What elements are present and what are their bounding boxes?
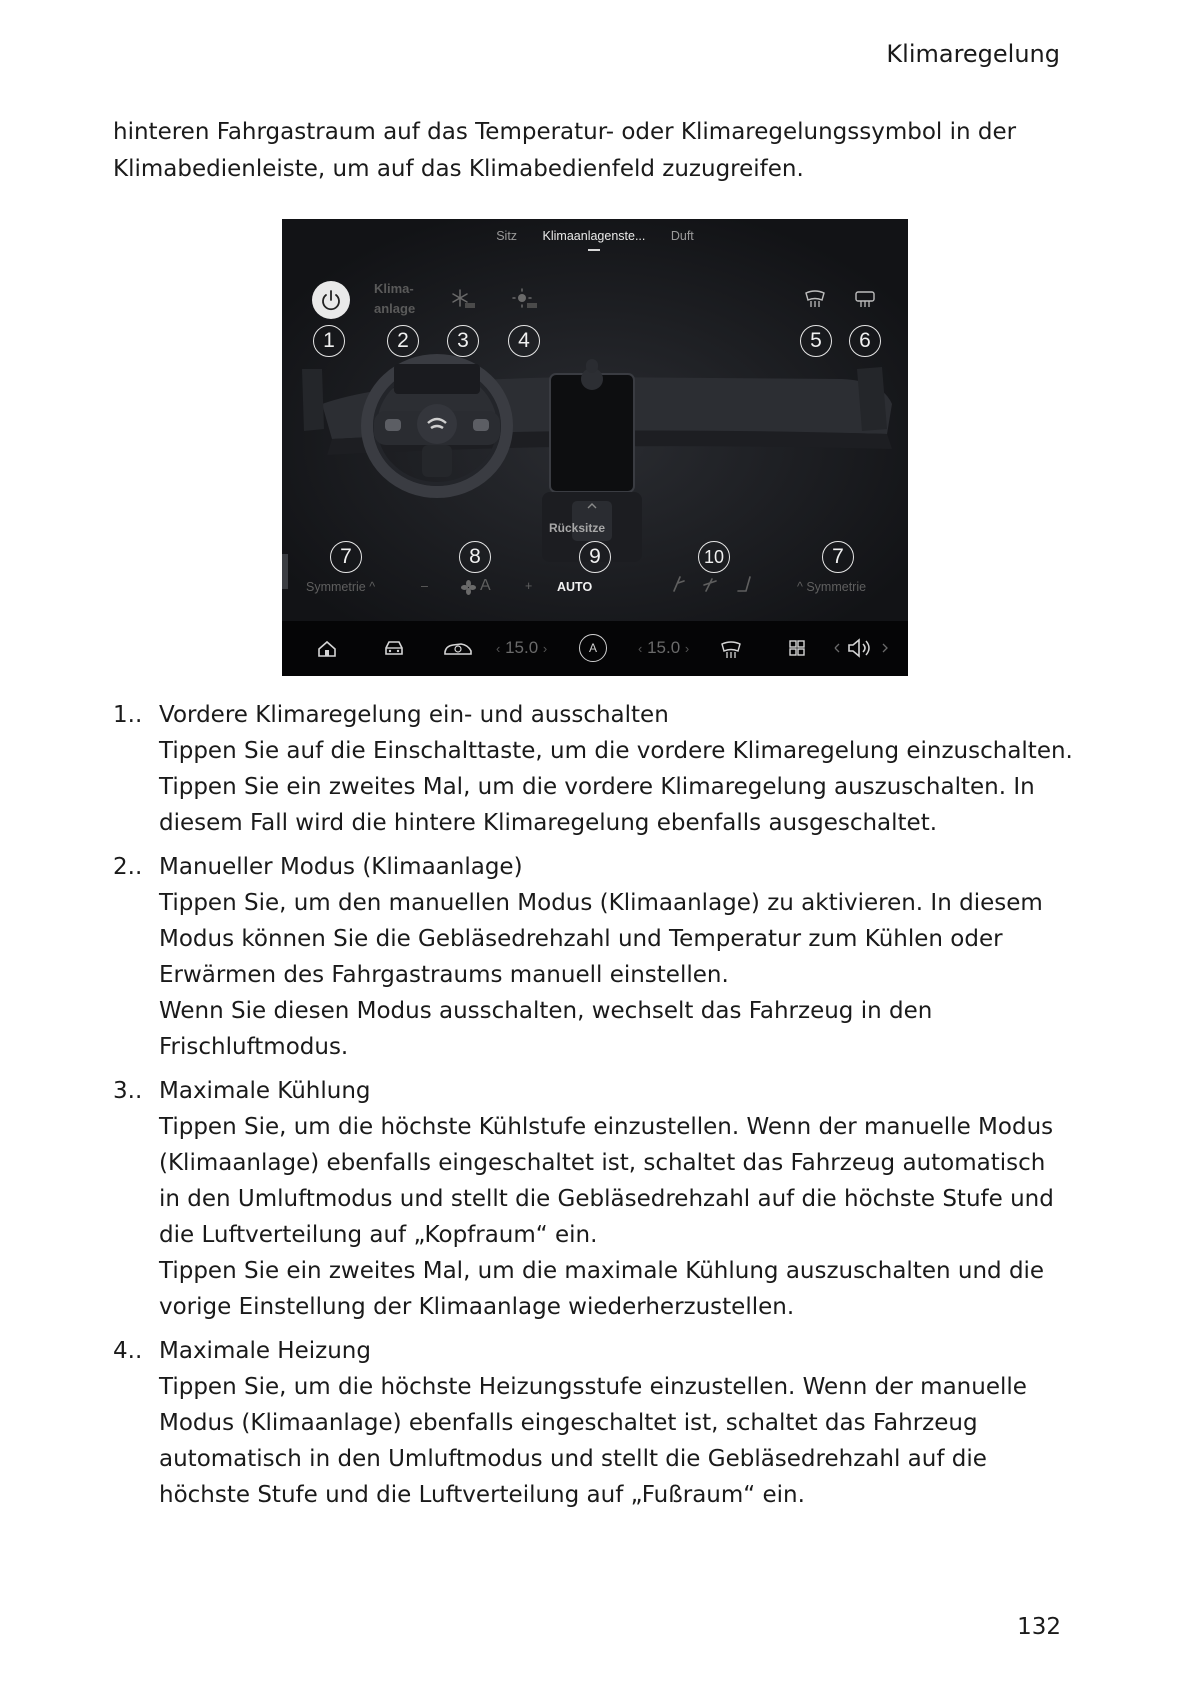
callout-7-right: 7	[822, 541, 854, 573]
list-item-title: Vordere Klimaregelung ein- und ausschalten	[159, 702, 669, 728]
volume-icon[interactable]	[833, 621, 893, 676]
temperature-right-value: 15.0	[647, 638, 681, 657]
callout-2: 2	[387, 325, 419, 357]
callout-1: 1	[313, 325, 345, 357]
list-item-line: die Luftverteilung auf „Kopfraum“ ein.	[159, 1222, 598, 1248]
callout-4: 4	[508, 325, 540, 357]
feature-list	[113, 697, 1083, 1521]
screen-tabs	[282, 229, 908, 249]
temperature-left[interactable]	[496, 638, 547, 658]
list-item-line: (Klimaanlage) ebenfalls eingeschaltet ist, schaltet das Fahrzeug automatisch	[159, 1150, 1046, 1176]
callout-10: 10	[698, 541, 730, 573]
climate-control-screenshot	[282, 219, 908, 676]
intro-paragraph	[113, 114, 1073, 188]
callout-5: 5	[800, 325, 832, 357]
max-heating-icon[interactable]	[512, 287, 538, 311]
list-item-line: in den Umluftmodus und stellt die Gebläsedrehzahl auf die höchste Stufe und	[159, 1186, 1054, 1212]
list-item-line: vorige Einstellung der Klimaanlage wiederherzustellen.	[159, 1294, 795, 1320]
front-defrost-icon[interactable]	[804, 289, 826, 309]
list-item-number: 3..	[113, 1078, 143, 1104]
list-item-line: Modus können Sie die Gebläsedrehzahl und Temperatur zum Kühlen oder	[159, 926, 1003, 952]
page-header-title: Klimaregelung	[886, 40, 1060, 68]
rear-seats-button[interactable]: Rücksitze	[548, 521, 606, 535]
ac-mode-button[interactable]	[374, 279, 430, 319]
chevron-left-icon[interactable]: ‹	[496, 641, 501, 656]
power-button[interactable]	[312, 281, 350, 319]
list-item-line: höchste Stufe und die Luftverteilung auf „Fußraum“ ein.	[159, 1482, 805, 1508]
power-icon	[312, 281, 350, 319]
tab-fragrance[interactable]: Duft	[670, 229, 694, 243]
auto-badge[interactable]	[579, 634, 607, 662]
symmetry-right-button[interactable]: ^ Symmetrie	[797, 580, 867, 594]
callout-6: 6	[849, 325, 881, 357]
seat-vent-icons[interactable]	[670, 571, 760, 595]
list-item-title: Manueller Modus (Klimaanlage)	[159, 854, 523, 880]
car-side-icon[interactable]	[443, 621, 473, 676]
max-cooling-icon[interactable]	[450, 287, 476, 311]
fan-icon	[461, 580, 476, 595]
list-item	[113, 1073, 1083, 1325]
list-item-title: Maximale Heizung	[159, 1338, 371, 1364]
temperature-right[interactable]	[638, 638, 689, 658]
intro-line: hinteren Fahrgastraum auf das Temperatur- oder Klimaregelungssymbol in der	[113, 119, 1017, 145]
ac-label-line: Klima-	[374, 281, 414, 296]
ac-label-line: anlage	[374, 301, 416, 316]
list-item-number: 1..	[113, 702, 143, 728]
chevron-left-icon[interactable]: ‹	[638, 641, 643, 656]
list-item	[113, 849, 1083, 1065]
callout-7-left: 7	[330, 541, 362, 573]
temperature-left-value: 15.0	[505, 638, 539, 657]
bottom-control-bar	[282, 621, 908, 676]
fan-plus-button[interactable]: +	[525, 579, 533, 593]
auto-button[interactable]: AUTO	[557, 580, 593, 594]
tab-climate-settings[interactable]: Klimaanlagenste...	[543, 229, 646, 249]
list-item-line: Frischluftmodus.	[159, 1034, 349, 1060]
list-item-number: 2..	[113, 854, 143, 880]
list-item-line: Tippen Sie ein zweites Mal, um die vordere Klimaregelung auszuschalten. In	[159, 774, 1035, 800]
list-item-number: 4..	[113, 1338, 143, 1364]
callout-8: 8	[459, 541, 491, 573]
list-item-line: automatisch in den Umluftmodus und stellt die Gebläsedrehzahl auf die	[159, 1446, 987, 1472]
callout-9: 9	[579, 541, 611, 573]
defrost-icon[interactable]	[720, 621, 742, 676]
list-item-line: Erwärmen des Fahrgastraums manuell einstellen.	[159, 962, 729, 988]
page-number: 132	[1017, 1614, 1061, 1640]
list-item-line: Wenn Sie diesen Modus ausschalten, wechselt das Fahrzeug in den	[159, 998, 933, 1024]
list-item	[113, 697, 1083, 841]
list-item-line: Tippen Sie, um den manuellen Modus (Klimaanlage) zu aktivieren. In diesem	[159, 890, 1043, 916]
car-icon[interactable]	[382, 621, 406, 676]
list-item-line: diesem Fall wird die hintere Klimaregelung ebenfalls ausgeschaltet.	[159, 810, 938, 836]
fan-mode-value: A	[480, 577, 491, 594]
list-item-line: Tippen Sie, um die höchste Kühlstufe einzustellen. Wenn der manuelle Modus	[159, 1114, 1054, 1140]
auto-badge-label: A	[588, 641, 597, 655]
intro-line: Klimabedienleiste, um auf das Klimabedienfeld zuzugreifen.	[113, 156, 804, 182]
rear-defrost-icon[interactable]	[854, 289, 876, 309]
list-item	[113, 1333, 1083, 1513]
home-icon[interactable]	[316, 621, 338, 676]
symmetry-left-button[interactable]: Symmetrie ^	[306, 580, 376, 594]
chevron-right-icon[interactable]: ›	[684, 641, 690, 656]
list-item-line: Modus (Klimaanlage) ebenfalls eingeschaltet ist, schaltet das Fahrzeug	[159, 1410, 978, 1436]
chevron-right-icon[interactable]: ›	[542, 641, 548, 656]
callout-3: 3	[447, 325, 479, 357]
list-item-line: Tippen Sie, um die höchste Heizungsstufe einzustellen. Wenn der manuelle	[159, 1374, 1027, 1400]
tab-seat[interactable]: Sitz	[496, 229, 518, 243]
chevron-up-icon	[586, 502, 598, 510]
fan-minus-button[interactable]: –	[421, 579, 428, 593]
list-item-line: Tippen Sie auf die Einschalttaste, um die vordere Klimaregelung einzuschalten.	[159, 738, 1073, 764]
list-item-title: Maximale Kühlung	[159, 1078, 371, 1104]
apps-icon[interactable]	[788, 621, 806, 676]
list-item-line: Tippen Sie ein zweites Mal, um die maximale Kühlung auszuschalten und die	[159, 1258, 1045, 1284]
